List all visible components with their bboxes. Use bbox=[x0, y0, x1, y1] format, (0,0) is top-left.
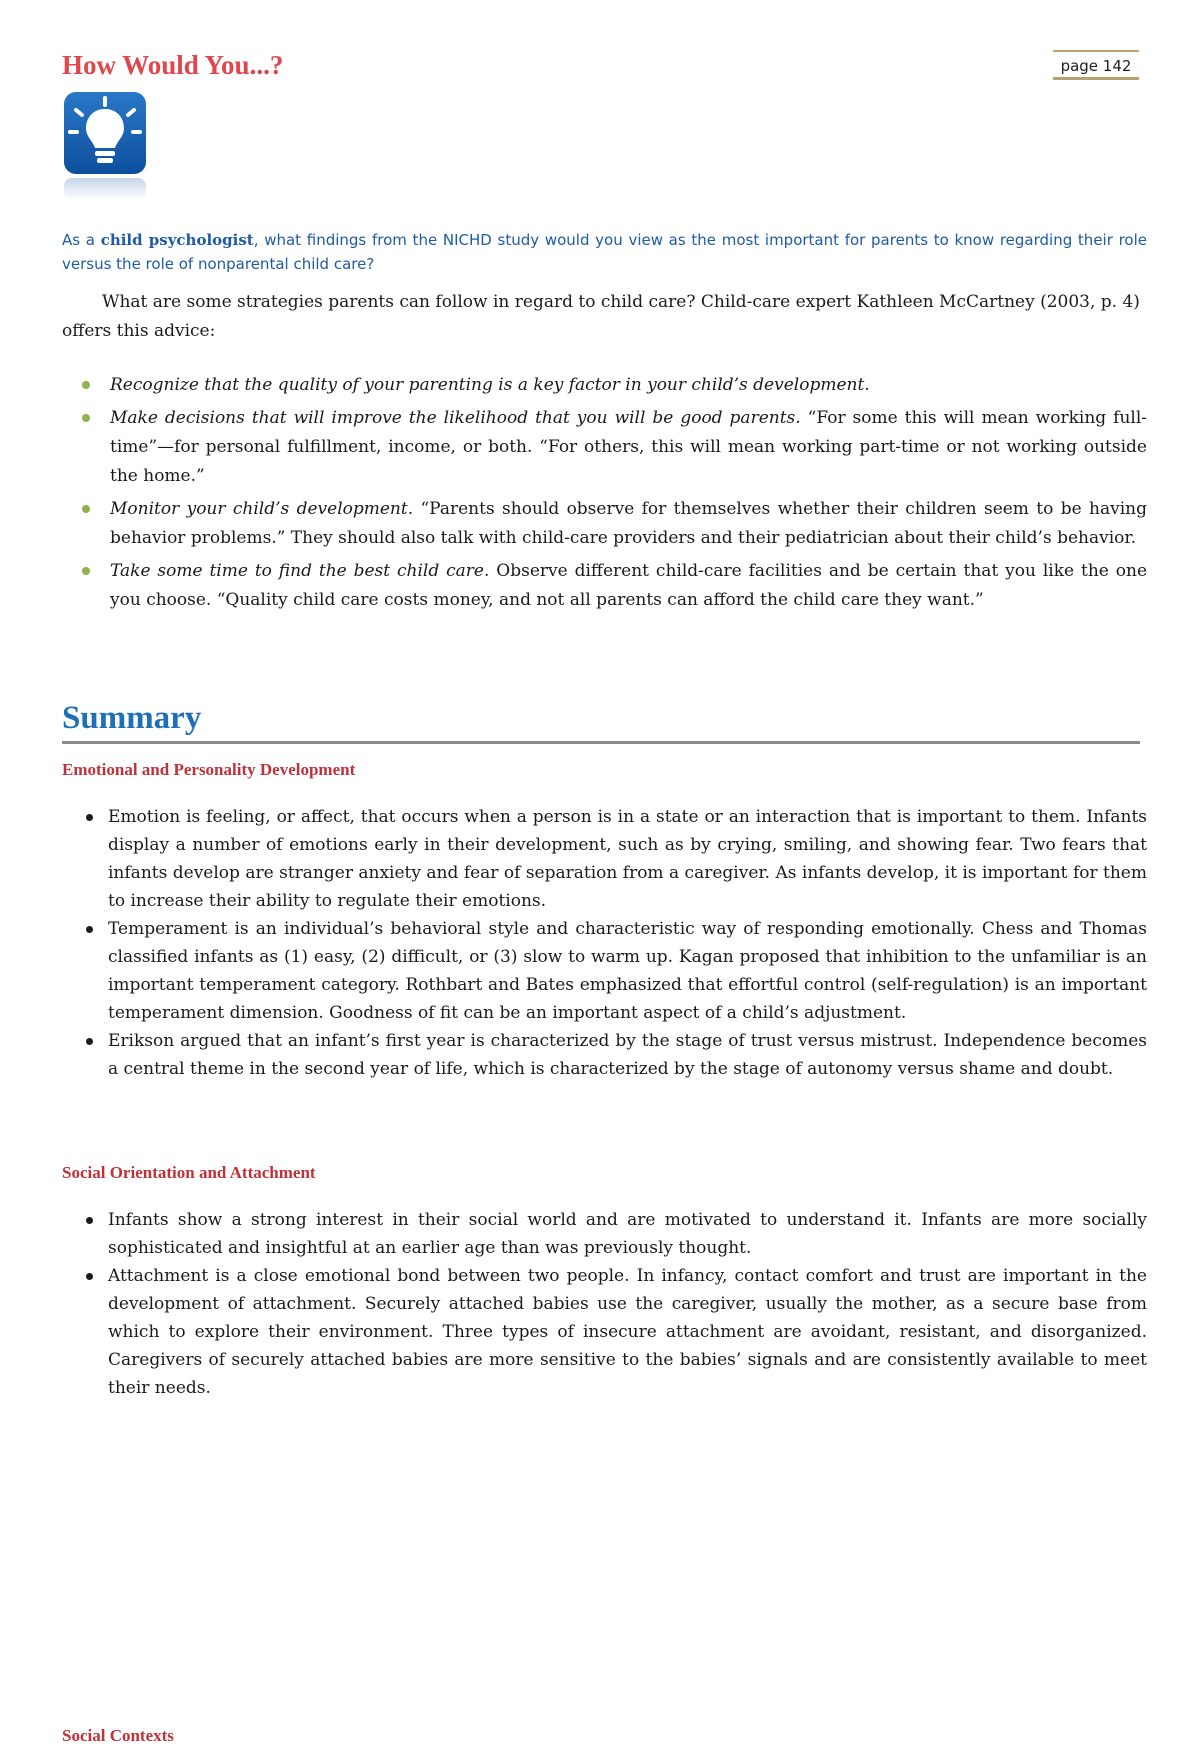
how-would-you-question bbox=[62, 228, 1147, 276]
question-role: child psychologist bbox=[100, 231, 254, 249]
section-heading: Social Orientation and Attachment bbox=[62, 1163, 316, 1182]
summary-text: Emotion is feeling, or affect, that occurs when a person is in a state or an interaction that is important to them. Infants display a number of emotions early in their development, such as by crying, smiling, and showing fear. Two fears that infants develop are stranger anxiety and fear of separation from a caregiver. As infants develop, it is important for them to increase their ability to regulate their emotions. bbox=[108, 807, 1147, 911]
strategy-lead: Make decisions that will improve the likelihood that you will be good parents. bbox=[110, 408, 801, 428]
bullet-icon bbox=[82, 505, 90, 513]
strategy-lead: Take some time to find the best child care. bbox=[110, 561, 490, 581]
summary-text: Attachment is a close emotional bond between two people. In infancy, contact comfort and trust are important in the development of attachment. Securely attached babies use the caregiver, usually the mother, as a secure base from which to explore their environment. Three types of insecure attachment are avoidant, resistant, and disorganized. Caregivers of securely attached babies are more sensitive to the babies’ signals and are consistently available to meet their needs. bbox=[108, 1266, 1147, 1398]
textbook-page bbox=[62, 0, 1147, 1553]
intro-paragraph: What are some strategies parents can follow in regard to child care? Child-care expert Kathleen McCartney (2003, p. 4) offers this advice: bbox=[62, 292, 1140, 341]
strategy-text: “For some this will mean working full-time”—for personal fulfillment, income, or both. “For others, this will mean working part-time or not working outside the home.” bbox=[110, 408, 1148, 486]
list-item bbox=[62, 915, 1147, 1027]
feature-title: How Would You...? bbox=[62, 50, 284, 80]
list-item bbox=[62, 371, 1147, 400]
summary-text: Temperament is an individual’s behavioral style and characteristic way of responding emotionally. Chess and Thomas classified infants as (1) easy, (2) difficult, or (3) slow to warm up. Kagan proposed that inhibition to the unfamiliar is an important temperament category. Rothbart and Bates emphasized that effortful control (self-regulation) is an important temperament dimension. Goodness of fit can be an important aspect of a child’s adjustment. bbox=[108, 919, 1147, 1023]
strategy-text: “Parents should observe for themselves whether their children seem to be having behavior problems.” They should also talk with child-care providers and their pediatrician about their child’s behavior. bbox=[110, 499, 1147, 548]
summary-divider bbox=[62, 741, 1140, 744]
summary-list bbox=[62, 803, 1147, 1083]
bullet-icon bbox=[82, 414, 90, 422]
bullet-icon bbox=[86, 1038, 93, 1045]
bullet-icon bbox=[82, 567, 90, 575]
lightbulb-icon bbox=[62, 92, 148, 200]
summary-list bbox=[62, 1206, 1147, 1402]
bullet-icon bbox=[86, 1273, 93, 1280]
section-heading: Social Contexts bbox=[62, 1726, 174, 1745]
bullet-icon bbox=[86, 1217, 93, 1224]
page-number: page 142 bbox=[1053, 50, 1139, 80]
strategy-lead: Recognize that the quality of your parenting is a key factor in your child’s development. bbox=[110, 375, 870, 395]
question-text: , what findings from the NICHD study would you view as the most important for parents to know regarding their role versus the role of nonparental child care? bbox=[62, 231, 1147, 273]
strategy-text: Observe different child-care facilities and be certain that you like the one you choose. “Quality child care costs money, and not all parents can afford the child care they want.” bbox=[110, 561, 1147, 610]
section-heading: Emotional and Personality Development bbox=[62, 760, 356, 779]
bullet-icon bbox=[86, 814, 93, 821]
list-item bbox=[62, 557, 1147, 615]
list-item bbox=[62, 803, 1147, 915]
question-prefix: As a bbox=[62, 231, 101, 249]
summary-text: Erikson argued that an infant’s first year is characterized by the stage of trust versus mistrust. Independence becomes a central theme in the second year of life, which is characterized by the stage of autonomy versus shame and doubt. bbox=[108, 1031, 1147, 1079]
list-item bbox=[62, 404, 1147, 491]
bullet-icon bbox=[82, 381, 90, 389]
list-item bbox=[62, 1027, 1147, 1083]
strategy-lead: Monitor your child’s development. bbox=[110, 499, 414, 519]
list-item bbox=[62, 1262, 1147, 1402]
list-item bbox=[62, 1206, 1147, 1262]
summary-heading: Summary bbox=[62, 700, 202, 736]
bullet-icon bbox=[86, 926, 93, 933]
summary-text: Infants show a strong interest in their social world and are motivated to understand it. Infants are more socially sophisticated and insightful at an earlier age than was previously thought. bbox=[108, 1210, 1147, 1258]
list-item bbox=[62, 495, 1147, 553]
strategy-list bbox=[62, 371, 1147, 619]
